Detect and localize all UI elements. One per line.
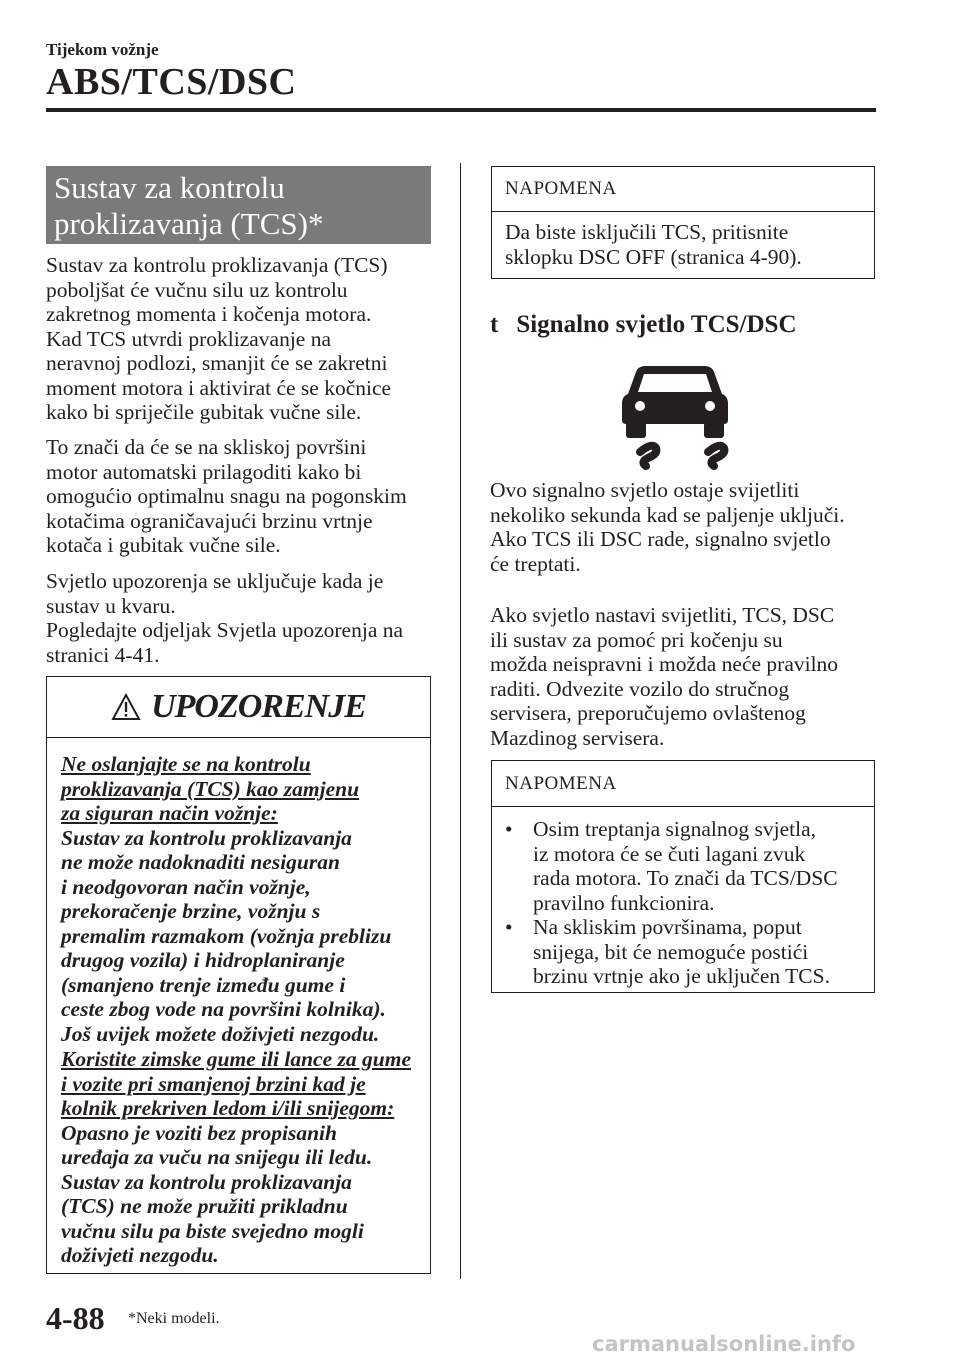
- tcs-paragraph-3: [46, 569, 403, 667]
- list-item: [505, 915, 874, 989]
- warning-block-1: [61, 752, 391, 1046]
- column-divider: [460, 163, 461, 1279]
- text-line: rada motora. To znači da TCS/DSC: [533, 866, 838, 890]
- warning-emphasis-line: za siguran način vožnje:: [61, 801, 278, 825]
- note-label: NAPOMENA: [492, 167, 874, 212]
- warning-text-line: (smanjeno trenje između gume i: [61, 972, 346, 997]
- signal-paragraph-2: [490, 603, 838, 750]
- text-line: ili sustav za pomoć pri kočenju su: [490, 627, 783, 652]
- text-line: Svjetlo upozorenja se uključuje kada je: [46, 569, 384, 593]
- warning-block-2: [61, 1047, 411, 1268]
- warning-text-line: Sustav za kontrolu proklizavanja: [61, 825, 352, 850]
- text-line: Osim treptanja signalnog svjetla,: [533, 817, 817, 841]
- warning-emphasis-line: Koristite zimske gume ili lance za gume: [61, 1047, 411, 1071]
- footnote: *Neki modeli.: [128, 1310, 220, 1327]
- text-line: To znači da će se na skliskoj površini: [46, 435, 367, 459]
- note-1-text: [492, 212, 874, 269]
- text-line: poboljšat će vučnu silu uz kontrolu: [46, 277, 348, 302]
- section-label: Tijekom vožnje: [46, 40, 159, 59]
- text-line: servisera, preporučujemo ovlaštenog: [490, 701, 806, 725]
- warning-text-line: premalim razmakom (vožnja preblizu: [61, 923, 392, 948]
- text-line: snijega, bit će nemoguće postići: [533, 939, 809, 964]
- text-line: moment motora i aktivirat će se kočnice: [46, 375, 392, 400]
- tcs-paragraph-1: [46, 253, 391, 425]
- text-line: neravnoj podlozi, smanjit će se zakretni: [46, 351, 388, 375]
- warning-title: UPOZORENJE: [151, 687, 366, 725]
- page-number: 4-88: [46, 1300, 105, 1336]
- warning-text-line: i neodgovoran način vožnje,: [61, 874, 311, 899]
- text-line: možda neispravni i možda neće pravilno: [490, 652, 839, 676]
- tcs-heading-line: proklizavanja (TCS)*: [54, 206, 324, 241]
- text-line: će treptati.: [490, 551, 581, 576]
- tcs-paragraph-2: [46, 435, 407, 558]
- signal-heading-text: Signalno svjetlo TCS/DSC: [516, 311, 797, 338]
- warning-text-line: ne može nadoknaditi nesiguran: [61, 850, 340, 874]
- warning-text-line: vučnu silu pa biste svejedno mogli: [61, 1218, 364, 1243]
- text-line: raditi. Odvezite vozilo do stručnog: [490, 676, 790, 701]
- text-line: Pogledajte odjeljak Svjetla upozorenja na: [46, 618, 404, 642]
- text-line: sustav u kvaru.: [46, 593, 176, 618]
- bullet-dot-icon: •: [505, 915, 513, 939]
- text-line: Ako svjetlo nastavi svijetliti, TCS, DSC: [490, 603, 835, 627]
- warning-header: [46, 676, 431, 738]
- warning-emphasis-line: proklizavanja (TCS) kao zamjenu: [61, 776, 360, 801]
- text-line: Ovo signalno svjetlo ostaje svijetliti: [490, 478, 800, 502]
- tcs-section-heading: [46, 166, 431, 244]
- note-box-2: [491, 760, 875, 993]
- header-rule: [46, 108, 876, 112]
- warning-text-line: Još uvijek možete doživjeti nezgodu.: [61, 1021, 380, 1046]
- warning-text-line: doživjeti nezgodu.: [61, 1243, 219, 1267]
- warning-text-line: Sustav za kontrolu proklizavanja: [61, 1169, 352, 1194]
- warning-emphasis-line: i vozite pri smanjenoj brzini kad je: [61, 1071, 366, 1096]
- note-2-list: [492, 807, 874, 989]
- signal-paragraph-1: [490, 478, 845, 576]
- note-box-1: [491, 166, 875, 279]
- warning-text-line: (TCS) ne može pružiti prikladnu: [61, 1194, 348, 1218]
- text-line: stranici 4-41.: [46, 642, 160, 667]
- text-line: kotača i gubitak vučne sile.: [46, 533, 281, 557]
- text-line: Da biste isključili TCS, pritisnite: [505, 220, 789, 244]
- text-line: brzinu vrtnje ako je uključen TCS.: [533, 964, 830, 988]
- tcs-skidding-car-icon: [612, 362, 742, 470]
- text-line: kotačima ograničavajući brzinu vrtnje: [46, 508, 373, 533]
- text-line: iz motora će se čuti lagani zvuk: [533, 841, 806, 866]
- warning-triangle-icon: [111, 693, 141, 721]
- text-line: kako bi spriječile gubitak vučne sile.: [46, 400, 362, 424]
- text-line: motor automatski prilagoditi kako bi: [46, 459, 362, 484]
- text-line: Na skliskim površinama, poput: [533, 915, 802, 939]
- page-title: ABS/TCS/DSC: [46, 61, 297, 103]
- tcs-heading-line: Sustav za kontrolu: [54, 170, 285, 205]
- bullet-dot-icon: •: [505, 817, 513, 841]
- text-line: Kad TCS utvrdi proklizavanje na: [46, 326, 332, 351]
- warning-emphasis-line: kolnik prekriven ledom i/ili snijegom:: [61, 1096, 395, 1120]
- text-line: zakretnog momenta i kočenja motora.: [46, 302, 372, 326]
- note-label: NAPOMENA: [492, 761, 874, 807]
- watermark: carmanualsonline.info: [592, 1332, 856, 1356]
- section-bullet: t: [490, 311, 499, 338]
- warning-text-line: uređaja za vuču na snijegu ili ledu.: [61, 1145, 373, 1169]
- warning-emphasis-line: Ne oslanjajte se na kontrolu: [61, 752, 311, 776]
- text-line: nekoliko sekunda kad se paljenje uključi.: [490, 502, 845, 527]
- text-line: Sustav za kontrolu proklizavanja (TCS): [46, 253, 388, 277]
- signal-light-heading: [490, 311, 797, 339]
- warning-text-line: prekoračenje brzine, vožnju s: [61, 899, 321, 923]
- text-line: Ako TCS ili DSC rade, signalno svjetlo: [490, 527, 831, 551]
- warning-text-line: drugog vozila) i hidroplaniranje: [61, 948, 345, 972]
- list-item: [505, 817, 874, 915]
- warning-text-line: Opasno je voziti bez propisanih: [61, 1120, 337, 1145]
- text-line: omogućio optimalnu snagu na pogonskim: [46, 484, 407, 508]
- text-line: sklopku DSC OFF (stranica 4-90).: [505, 244, 802, 269]
- warning-text-line: ceste zbog vode na površini kolnika).: [61, 997, 386, 1021]
- text-line: Mazdinog servisera.: [490, 725, 665, 750]
- text-line: pravilno funkcionira.: [533, 890, 715, 915]
